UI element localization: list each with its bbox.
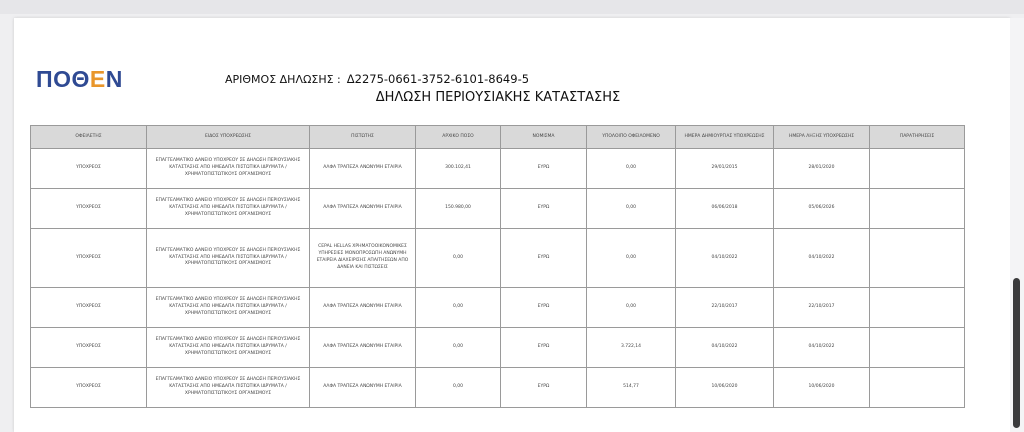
table-cell: ΥΠΟΧΡΕΟΣ xyxy=(31,189,147,229)
declaration-number-label: ΑΡΙΘΜΟΣ ΔΗΛΩΣΗΣ : xyxy=(225,73,341,86)
table-cell: ΑΛΦΑ ΤΡΑΠΕΖΑ ΑΝΩΝΥΜΗ ΕΤΑΙΡΙΑ xyxy=(310,328,416,368)
pothen-logo xyxy=(36,66,123,93)
header-cell: ΕΙΔΟΣ ΥΠΟΧΡΕΩΣΗΣ xyxy=(147,126,310,149)
table-cell: ΑΛΦΑ ΤΡΑΠΕΖΑ ΑΝΩΝΥΜΗ ΕΤΑΙΡΙΑ xyxy=(310,368,416,408)
table-cell: 04/10/2022 xyxy=(676,328,774,368)
viewer-top-bar xyxy=(0,0,1024,14)
table-cell: CEPAL HELLAS ΧΡΗΜΑΤΟΟΙΚΟΝΟΜΙΚΕΣ ΥΠΗΡΕΣΙΕΣ ΜΟΝΟΠΡΟΣΩΠΗ ΑΝΩΝΥΜΗ ΕΤΑΙΡΕΙΑ ΔΙΑΧΕΙΡΙΣΗΣ ΑΠΑΙΤΗΣΕΩΝ ΑΠΟ ΔΑΝΕΙΑ ΚΑΙ ΠΙΣΤΩΣΕΙΣ xyxy=(310,229,416,288)
table-cell: ΥΠΟΧΡΕΟΣ xyxy=(31,328,147,368)
table-cell: 0,00 xyxy=(416,229,501,288)
table-cell: 300.102,41 xyxy=(416,149,501,189)
header-cell: ΥΠΟΛΟΙΠΟ ΟΦΕΙΛΟΜΕΝΟ xyxy=(587,126,676,149)
table-row xyxy=(31,288,965,328)
header-cell: ΑΡΧΙΚΟ ΠΟΣΟ xyxy=(416,126,501,149)
table-cell: 10/06/2020 xyxy=(774,368,870,408)
table-cell xyxy=(870,229,965,288)
table-cell: 05/06/2026 xyxy=(774,189,870,229)
vertical-scrollbar[interactable] xyxy=(1010,18,1024,432)
header-cell: ΗΜΕΡΑ ΔΗΜΙΟΥΡΓΙΑΣ ΥΠΟΧΡΕΩΣΗΣ xyxy=(676,126,774,149)
logo-text-accent: Ε xyxy=(89,66,106,92)
table-cell: ΑΛΦΑ ΤΡΑΠΕΖΑ ΑΝΩΝΥΜΗ ΕΤΑΙΡΙΑ xyxy=(310,149,416,189)
table-cell: 0,00 xyxy=(587,149,676,189)
table-cell: 29/01/2015 xyxy=(676,149,774,189)
table-row xyxy=(31,149,965,189)
table-row xyxy=(31,328,965,368)
table-row xyxy=(31,368,965,408)
table-cell: 04/10/2022 xyxy=(676,229,774,288)
table-cell: ΕΠΑΓΓΕΛΜΑΤΙΚΟ ΔΑΝΕΙΟ ΥΠΟΧΡΕΟΥ ΣΕ ΔΗΛΩΣΗ ΠΕΡΙΟΥΣΙΑΚΗΣ ΚΑΤΑΣΤΑΣΗΣ ΑΠΟ ΗΜΕΔΑΠΑ ΠΙΣΤΩΤΙΚΑ ΙΔΡΥΜΑΤΑ / ΧΡΗΜΑΤΟΠΙΣΤΩΤΙΚΟΥΣ ΟΡΓΑΝΙΣΜΟΥΣ xyxy=(147,189,310,229)
table-cell xyxy=(870,288,965,328)
table-cell: 0,00 xyxy=(587,229,676,288)
table-cell: ΕΥΡΩ xyxy=(501,288,587,328)
table-header-row xyxy=(31,126,965,149)
table-cell: 0,00 xyxy=(587,189,676,229)
table-cell: 0,00 xyxy=(416,328,501,368)
table-cell: ΕΥΡΩ xyxy=(501,328,587,368)
table-cell: 22/10/2017 xyxy=(774,288,870,328)
header-cell: ΟΦΕΙΛΕΤΗΣ xyxy=(31,126,147,149)
table-cell: ΕΠΑΓΓΕΛΜΑΤΙΚΟ ΔΑΝΕΙΟ ΥΠΟΧΡΕΟΥ ΣΕ ΔΗΛΩΣΗ ΠΕΡΙΟΥΣΙΑΚΗΣ ΚΑΤΑΣΤΑΣΗΣ ΑΠΟ ΗΜΕΔΑΠΑ ΠΙΣΤΩΤΙΚΑ ΙΔΡΥΜΑΤΑ / ΧΡΗΜΑΤΟΠΙΣΤΩΤΙΚΟΥΣ ΟΡΓΑΝΙΣΜΟΥΣ xyxy=(147,368,310,408)
table-cell xyxy=(870,328,965,368)
table-cell: ΕΠΑΓΓΕΛΜΑΤΙΚΟ ΔΑΝΕΙΟ ΥΠΟΧΡΕΟΥ ΣΕ ΔΗΛΩΣΗ ΠΕΡΙΟΥΣΙΑΚΗΣ ΚΑΤΑΣΤΑΣΗΣ ΑΠΟ ΗΜΕΔΑΠΑ ΠΙΣΤΩΤΙΚΑ ΙΔΡΥΜΑΤΑ / ΧΡΗΜΑΤΟΠΙΣΤΩΤΙΚΟΥΣ ΟΡΓΑΝΙΣΜΟΥΣ xyxy=(147,328,310,368)
table-cell: ΑΛΦΑ ΤΡΑΠΕΖΑ ΑΝΩΝΥΜΗ ΕΤΑΙΡΙΑ xyxy=(310,288,416,328)
table-cell: ΕΠΑΓΓΕΛΜΑΤΙΚΟ ΔΑΝΕΙΟ ΥΠΟΧΡΕΟΥ ΣΕ ΔΗΛΩΣΗ ΠΕΡΙΟΥΣΙΑΚΗΣ ΚΑΤΑΣΤΑΣΗΣ ΑΠΟ ΗΜΕΔΑΠΑ ΠΙΣΤΩΤΙΚΑ ΙΔΡΥΜΑΤΑ / ΧΡΗΜΑΤΟΠΙΣΤΩΤΙΚΟΥΣ ΟΡΓΑΝΙΣΜΟΥΣ xyxy=(147,149,310,189)
document-title: ΔΗΛΩΣΗ ΠΕΡΙΟΥΣΙΑΚΗΣ ΚΑΤΑΣΤΑΣΗΣ xyxy=(375,90,621,105)
table-row xyxy=(31,189,965,229)
header-cell: ΠΙΣΤΩΤΗΣ xyxy=(310,126,416,149)
liabilities-table xyxy=(30,125,965,408)
table-cell: ΕΠΑΓΓΕΛΜΑΤΙΚΟ ΔΑΝΕΙΟ ΥΠΟΧΡΕΟΥ ΣΕ ΔΗΛΩΣΗ ΠΕΡΙΟΥΣΙΑΚΗΣ ΚΑΤΑΣΤΑΣΗΣ ΑΠΟ ΗΜΕΔΑΠΑ ΠΙΣΤΩΤΙΚΑ ΙΔΡΥΜΑΤΑ / ΧΡΗΜΑΤΟΠΙΣΤΩΤΙΚΟΥΣ ΟΡΓΑΝΙΣΜΟΥΣ xyxy=(147,229,310,288)
logo-text-start: ΠΟΘ xyxy=(36,66,90,92)
table-cell: ΥΠΟΧΡΕΟΣ xyxy=(31,149,147,189)
table-cell: ΕΠΑΓΓΕΛΜΑΤΙΚΟ ΔΑΝΕΙΟ ΥΠΟΧΡΕΟΥ ΣΕ ΔΗΛΩΣΗ ΠΕΡΙΟΥΣΙΑΚΗΣ ΚΑΤΑΣΤΑΣΗΣ ΑΠΟ ΗΜΕΔΑΠΑ ΠΙΣΤΩΤΙΚΑ ΙΔΡΥΜΑΤΑ / ΧΡΗΜΑΤΟΠΙΣΤΩΤΙΚΟΥΣ ΟΡΓΑΝΙΣΜΟΥΣ xyxy=(147,288,310,328)
table-cell: 3.722,14 xyxy=(587,328,676,368)
scrollbar-thumb[interactable] xyxy=(1013,278,1020,428)
table-row xyxy=(31,229,965,288)
table-cell: 28/01/2020 xyxy=(774,149,870,189)
table-cell: 150.980,00 xyxy=(416,189,501,229)
table-cell: ΕΥΡΩ xyxy=(501,368,587,408)
table-cell: 10/06/2020 xyxy=(676,368,774,408)
table-cell: 04/10/2022 xyxy=(774,229,870,288)
logo-text-end: Ν xyxy=(105,66,123,92)
table-cell xyxy=(870,189,965,229)
table-cell: 0,00 xyxy=(416,288,501,328)
header-cell: ΝΟΜΙΣΜΑ xyxy=(501,126,587,149)
table-cell: 04/10/2022 xyxy=(774,328,870,368)
table-cell: 0,00 xyxy=(416,368,501,408)
declaration-number-value: Δ2275-0661-3752-6101-8649-5 xyxy=(346,72,530,86)
table-cell xyxy=(870,149,965,189)
table-cell: 0,00 xyxy=(587,288,676,328)
table-cell xyxy=(870,368,965,408)
table-cell: ΕΥΡΩ xyxy=(501,149,587,189)
declaration-number-line xyxy=(225,72,529,86)
table-cell: ΥΠΟΧΡΕΟΣ xyxy=(31,288,147,328)
table-cell: ΥΠΟΧΡΕΟΣ xyxy=(31,368,147,408)
header-cell: ΠΑΡΑΤΗΡΗΣΕΙΣ xyxy=(870,126,965,149)
header-cell: ΗΜΕΡΑ ΛΗΞΗΣ ΥΠΟΧΡΕΩΣΗΣ xyxy=(774,126,870,149)
table-cell: ΕΥΡΩ xyxy=(501,229,587,288)
table-cell: ΥΠΟΧΡΕΟΣ xyxy=(31,229,147,288)
table-cell: 514,77 xyxy=(587,368,676,408)
table-cell: 06/06/2018 xyxy=(676,189,774,229)
table-cell: ΕΥΡΩ xyxy=(501,189,587,229)
table-cell: 22/10/2017 xyxy=(676,288,774,328)
table-cell: ΑΛΦΑ ΤΡΑΠΕΖΑ ΑΝΩΝΥΜΗ ΕΤΑΙΡΙΑ xyxy=(310,189,416,229)
